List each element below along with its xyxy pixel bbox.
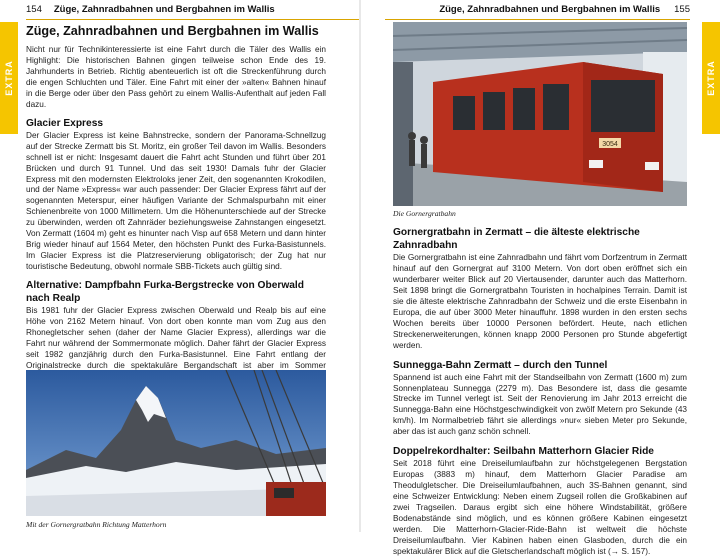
right-running-head-text: Züge, Zahnradbahnen und Bergbahnen im Wallis <box>439 4 661 15</box>
gornergratbahn-heading: Gornergratbahn in Zermatt – die älteste elektrische Zahnradbahn <box>393 227 640 251</box>
left-running-head-text: Züge, Zahnradbahnen und Bergbahnen im Wallis <box>53 4 275 15</box>
right-text-column <box>393 226 687 558</box>
right-page <box>361 0 720 556</box>
glacier-express-heading: Glacier Express <box>26 117 104 129</box>
train-number-label: 3054 <box>602 141 618 148</box>
left-page-number: 154 <box>26 4 42 15</box>
left-text-column <box>26 24 326 383</box>
matterhorn-photo-caption: Mit der Gornergratbahn Richtung Matterhorn <box>26 520 167 529</box>
gornergratbahn-paragraph: Die Gornergratbahn ist eine Zahnradbahn und fährt vom Dorfzentrum in Zermatt hinauf auf den Gornergrat auf 3100 Metern. Von dort oben eröffnet sich ein wunderbarer weiter Blick auf 20 Viertausender, darunter auch das Matterhorn. Seit 1898 bringt die Gornergratbahn Touristen in hochalpines Terrain. Damit ist sie die älteste elektrische Zahnradbahn der Schweiz und die erste Eisenbahn in Europa, die auf über 3000 Meter hinauffuhr. 1898 wurden in den ersten sechs Wochen bereits über 10000 Personen befördert. Heute, nach etlichen Streckenerweiterungen, können knapp 2000 Personen pro Stunde abgefertigt werden. <box>393 253 687 350</box>
gornergrat-photo-caption: Die Gornergratbahn <box>393 209 456 218</box>
right-page-number: 155 <box>674 4 690 15</box>
sunnegga-heading: Sunnegga-Bahn Zermatt – durch den Tunnel <box>393 359 608 371</box>
matterhorn-photo-illustration <box>26 370 326 516</box>
left-page <box>0 0 359 532</box>
glacier-express-paragraph: Der Glacier Express ist keine Bahnstrecke, sondern der Panorama-Schnellzug auf der Strecke Zermatt bis St. Moritz, ein großer Teil davon im Wallis. Besonders schnell ist er nicht: Insgesamt dauert die Fahrt acht Stunden und führt über 201 Brücken und durch 91 Tunnel. Und das seit 1930! Damals fuhr der Glacier Express mit den modernsten Elektroloks jener Zeit, den sogenannten Krokodilen, und der Name »Express« war auch passender: Der Glacier Express fährt auf der sogenannten Meterspur, einer häufigen Variante der Schmalspurbahn mit einer Schienenbreite von 1000 Millimetern. Um die Höhenunterschiede auf der Strecke zu überwinden, werden oft Zahnräder beziehungsweise Zahnstangen eingesetzt. Von Zermatt (1604 m) geht es hinunter nach Visp auf 658 Metern und dann hinter Brig wieder hinauf auf 1564 Meter, den höchsten Punkt des Furka-Basistunnels. Im Glacier Express ist die Platzreservierung obligatorisch; der Zug hat nur touristische Bedeutung, obwohl normale SBB-Tickets auch gültig sind. <box>26 130 326 272</box>
sunnegga-paragraph: Spannend ist auch eine Fahrt mit der Standseilbahn von Zermatt (1600 m) zum Sonnenplateau Sunnegga (2279 m). Das Besondere ist, dass die gesamte Strecke im Tunnel verlegt ist. Seit der Renovierung im Jahr 2013 erreicht die Sunnegga-Bahn eine Höchstgeschwindigkeit von zwölf Metern pro Sekunde (43 km/h). Im Normalbetrieb fährt sie allerdings »nur« sieben Meter pro Sekunde, aber das ist auch ganz schön schnell. <box>393 372 687 437</box>
right-running-head <box>385 0 690 20</box>
page-title: Züge, Zahnradbahnen und Bergbahnen im Wallis <box>26 24 319 38</box>
gornergrat-train-illustration <box>393 22 687 206</box>
glacier-ride-heading: Doppelrekordhalter: Seilbahn Matterhorn Glacier Ride <box>393 446 654 458</box>
matterhorn-photo <box>26 370 326 516</box>
furka-heading: Alternative: Dampfbahn Furka-Bergstrecke von Oberwald nach Realp <box>26 280 304 305</box>
glacier-ride-paragraph: Seit 2018 führt eine Dreiseilumlaufbahn zur höchstgelegenen Bergstation Europas (3883 m) hinauf, dem Matterhorn Glacier Paradise am Theodulgletscher. Die Dreiseilumlaufbahnen, auch 3S-Bahnen genannt, sind eine Schweizer Entwicklung: Neben einem Zugseil rollen die Großkabinen auf zwei Tragseilen. Daraus ergibt sich eine höhere Windstabilität, größere Bodenabstände sind möglich, und es können größere Kabinen eingesetzt werden. Die Matterhorn-Glacier-Ride-Bahn ist weltweit die höchste Dreiseilumlaufbahn. Vier Kabinen haben einen Glasboden, durch die ein spektakulärer Blick auf die Gletscherlandschaft möglich ist (→ S. 157). <box>393 459 687 556</box>
gornergrat-train-photo <box>393 22 687 206</box>
furka-paragraph: Bis 1981 fuhr der Glacier Express zwischen Oberwald und Realp bis auf eine Höhe von 2162 Metern hinauf. Von dort oben konnte man vom Zug aus den Rhonegletscher sehen (daher der Name Glacier Express), allerdings war die Fahrt nur während der Sommermonate möglich. Daher fährt der Glacier Express seit 1982 ganzjährig durch den Furka-Basistunnel. Eine Fahrt entlang der Originalstrecke durch die spektakuläre Bergandschaft ist aber im Sommer <box>26 306 326 370</box>
left-running-head <box>26 0 359 20</box>
right-extra-tab-label: EXTRA <box>706 60 716 96</box>
right-extra-tab <box>702 22 720 134</box>
intro-paragraph: Nicht nur für Technikinteressierte ist eine Fahrt durch die Täler des Wallis ein Highlight: Die historischen Bahnen gingen teilweise schon Ende des 19. Jahrhunderts in Betrieb. Richtig abenteuerlich ist oft die Streckenführung durch die engen Schluchten und Täler. Eine Fahrt mit einer der »alten« Bahnen hinauf in die Berge oder über den Pass gehört zu einem Wallis-Aufenthalt auf jeden Fall dazu. <box>26 45 326 109</box>
left-extra-tab <box>0 22 18 134</box>
left-extra-tab-label: EXTRA <box>4 60 14 96</box>
